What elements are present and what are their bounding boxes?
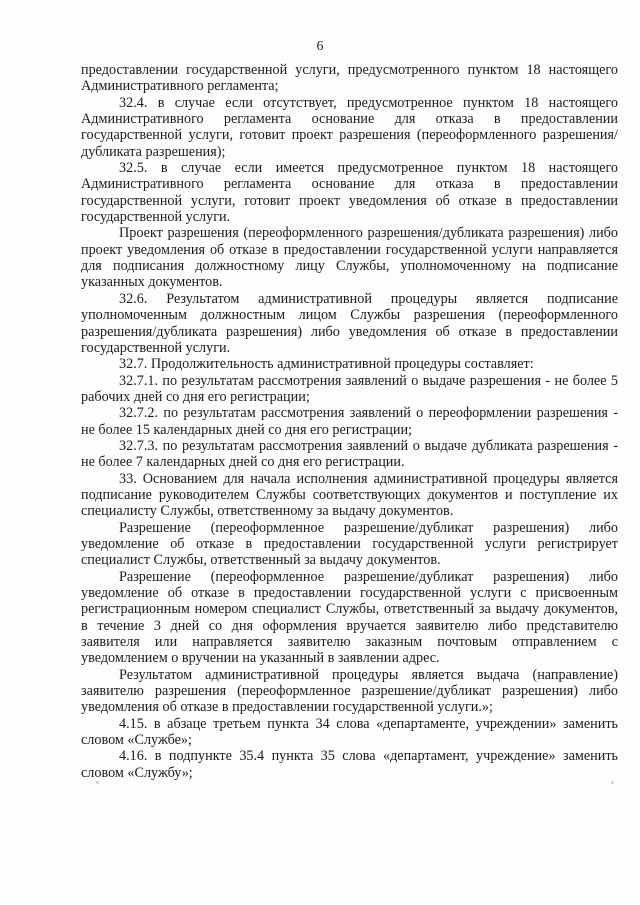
page-number: 6 bbox=[316, 38, 324, 53]
paragraph: 32.7.3. по результатам рассмотрения заявлений о выдаче дубликата разрешения - не более 7 календарных дней со дня его регистрации. bbox=[81, 437, 618, 471]
paragraph: Разрешение (переоформленное разрешение/дубликат разрешения) либо уведомление об отказе в предоставлении государственной услуги с присвоенным регистрационным номером специалист Службы, ответственный за выдачу документов, в течение 3 дней со дня оформления вручается заявителю либо представителю заявителя или направляется заявителю заказным почтовым отправлением с уведомлением о вручении на указанный в заявлении адрес. bbox=[81, 568, 618, 667]
paragraph: предоставлении государственной услуги, предусмотренного пунктом 18 настоящего Административного регламента; bbox=[81, 62, 618, 95]
paragraph: 4.15. в абзаце третьем пункта 34 слова «департаменте, учреждении» заменить словом «Службе»; bbox=[81, 715, 618, 749]
scan-speck bbox=[611, 781, 614, 784]
paragraph: 32.7. Продолжительность административной процедуры составляет: bbox=[119, 356, 534, 373]
paragraph: 33. Основанием для начала исполнения административной процедуры является подписание руководителем Службы соответствующих документов и поступление их специалисту Службы, ответственному за выдачу документов. bbox=[81, 470, 618, 520]
paragraph: 32.6. Результатом административной процедуры является подписание уполномоченным должностным лицом Службы разрешения (переоформленного разрешения/дубликата разрешения) либо уведомления об отказе в предоставлении государственной услуги. bbox=[81, 290, 618, 356]
paragraph: 32.5. в случае если имеется предусмотренное пунктом 18 настоящего Административного регламента основание для отказа в предоставлении государственной услуги, готовит проект уведомления об отказе в предоставлении государственной услуги. bbox=[81, 160, 618, 226]
document-body bbox=[81, 62, 618, 781]
paragraph: 32.7.2. по результатам рассмотрения заявлений о переоформлении разрешения - не более 15 календарных дней со дня его регистрации; bbox=[81, 405, 618, 438]
scan-speck bbox=[96, 781, 99, 784]
paragraph: Проект разрешения (переоформленного разрешения/дубликата разрешения) либо проект уведомления об отказе в предоставлении государственной услуги направляется для подписания должностному лицу Службы, уполномоченному на подписание указанных документов. bbox=[81, 225, 618, 291]
paragraph: Результатом административной процедуры является выдача (направление) заявителю разрешения (переоформленное разрешение/дубликат разрешения) либо уведомления об отказе в предоставлении государственной услуги.»; bbox=[81, 666, 618, 716]
paragraph: 32.4. в случае если отсутствует, предусмотренное пунктом 18 настоящего Административного регламента основание для отказа в предоставлении государственной услуги, готовит проект разрешения (переоформленного разрешения/дубликата разрешения); bbox=[81, 94, 618, 160]
paragraph: 32.7.1. по результатам рассмотрения заявлений о выдаче разрешения - не более 5 рабочих дней со дня его регистрации; bbox=[81, 372, 618, 405]
paragraph: 4.16. в подпункте 35.4 пункта 35 слова «департамент, учреждение» заменить словом «Службу»; bbox=[81, 748, 618, 781]
paragraph: Разрешение (переоформленное разрешение/дубликат разрешения) либо уведомление об отказе в предоставлении государственной услуги регистрирует специалист Службы, ответственный за выдачу документов. bbox=[81, 519, 618, 569]
